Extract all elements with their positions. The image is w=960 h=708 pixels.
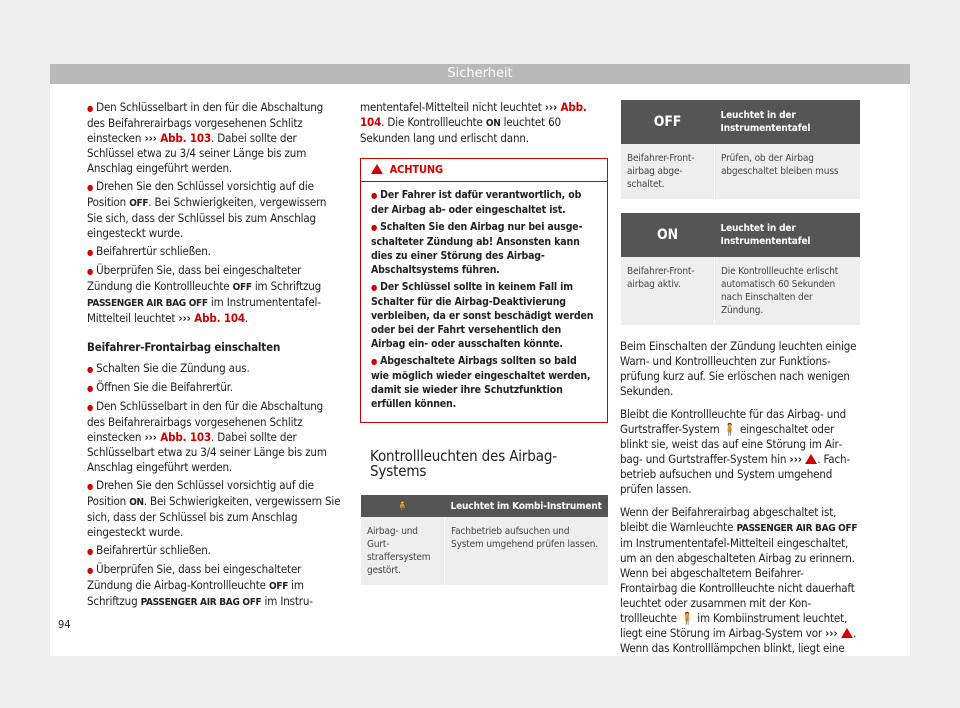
text: mententafel-Mittelteil nicht leuchtet [360,100,545,114]
text: Beifahrertür schließen. [96,244,211,258]
bullet-icon: ● [87,547,94,556]
list-item [87,179,343,241]
list-item [87,562,343,610]
text: . Bei Schwierigkeiten, vergewissern Sie sich, dass der Schlüssel bis zum Anschlag eingesteckt wurde. [87,494,341,539]
warning-item: ● Der Schlüssel sollte in keinem Fall im Schalter für die Airbag-Deaktivierung verbleiben, da er sonst beschädigt werden oder bei der Fahrt versehentlich den Airbag ein- oder ausschalten könnte. [371,281,594,350]
list-item [87,543,343,559]
warning-light-table [360,495,608,585]
bullet-icon: ● [87,384,94,393]
text: . Bei Schwierigkeiten, vergewissern Sie sich, dass der Schlüssel bis zum Anschlag eingesteckt wurde. [87,195,327,240]
list-item [87,478,343,540]
table-head: Leuchtet in der Instrumententafel [720,110,811,134]
text: . Dabei sollte der Schlüssel etwa zu 3/4 seiner Länge bis zum Anschlag eingeführt werden. [87,131,307,175]
list-item [87,244,343,260]
text: Schalten Sie die Zündung aus. [96,361,250,375]
warning-triangle-icon [841,628,853,638]
indicator-symbol: OFF [232,282,252,293]
text: leuchtet 60 Sekunden lang und erlischt dann. [360,115,561,145]
airbag-icon: 🧍 [396,500,409,512]
indicator-symbol: OFF [269,581,289,592]
bullet-icon: ● [87,248,94,257]
off-symbol: OFF [653,113,682,130]
bullet-icon: ● [87,104,94,113]
indicator-symbol: OFF [129,198,149,209]
text: Beifahrertür schließen. [96,543,211,557]
table-cell: Airbag- und Gurtstraffersystem gestört. [361,517,445,585]
list-item [87,380,343,396]
section-heading: Beifahrer-Frontairbag einschalten [87,340,281,354]
list-item: ● Den Schlüsselbart in den für die Abschaltung des Beifahrerairbags vorgesehenen Schlitz einstecken ››› Abb. 103. Dabei sollte der Schlüssel etwa zu 3/4 seiner Länge bis zum Anschlag eingeführt werden. [87,100,324,175]
column-1 [87,100,343,613]
figure-ref: Abb. 103 [160,131,211,145]
table-head: Leuchtet in der Instrumententafel [720,223,811,247]
figure-ref: Abb. 104 [360,100,587,129]
warning-body [361,182,607,422]
table-off [620,100,860,199]
text: Überprüfen Sie, dass bei eingeschalteter Zündung die Kontrollleuchte [87,263,302,293]
warning-item: ● Schalten Sie den Airbag nur bei ausgeschalteter Zündung ab! Ansonsten kann dies zu einer Störung des Airbag-Abschaltsystems führen. [371,221,583,276]
text: . [244,311,249,325]
text: . Die Kontrollleuchte [381,115,486,129]
indicator-symbol: PASSENGER AIR BAG OFF [140,597,262,608]
on-symbol: ON [657,226,678,243]
table-on [620,213,860,325]
bullet-icon: ● [87,183,94,192]
text: im Schriftzug [87,578,304,608]
section-title: Kontrollleuchten des Airbag-Systems [370,447,557,480]
bullet-icon: ● [87,403,94,412]
warning-item: ● Der Fahrer ist dafür verantwortlich, ob der Airbag ab- oder eingeschaltet ist. [371,189,582,216]
warning-box [360,158,608,423]
paragraph: Wenn der Beifahrerairbag abgeschaltet ist, bleibt die Warnleuchte PASSENGER AIR BAG OFF im Instrumententafel-Mittelteil eingeschaltet, um an den abgeschalteten Airbag zu erinnern. Wenn bei abgeschaltetem Beifahrer-Frontairbag die Kontrollleuchte nicht dauerhaft leuchtet oder zusammen mit der Kontrollleuchte 🧍 im Kombiinstrument leuchtet, liegt eine Störung im Airbag-System vor ››› . Wenn das Kontrolllämpchen blinkt, liegt eine [620,505,858,655]
indicator-symbol: PASSENGER AIR BAG OFF [87,298,208,309]
list-remove [87,100,343,326]
page-header: Sicherheit [50,64,910,84]
text: Drehen Sie den Schlüssel vorsichtig auf die Position [87,179,314,209]
column-2 [360,100,608,585]
list-item: ● Überprüfen Sie, dass bei eingeschalteter Zündung die Kontrollleuchte OFF im Schriftzug PASSENGER AIR BAG OFF im Instrumententafel-Mittelteil leuchtet ››› Abb. 104. [87,263,322,325]
bullet-icon: ● [87,267,94,276]
table-cell: Beifahrer-Frontairbag aktiv. [621,257,715,325]
text: Den Schlüsselbart in den für die Abschaltung des Beifahrerairbags vorgesehenen Schlitz einstecken [87,399,324,444]
table-cell: Beifahrer-Frontairbag abgeschaltet. [621,144,715,199]
bullet-icon: ● [87,482,94,491]
text: im Schriftzug [251,279,322,293]
table-cell: Fachbetrieb aufsuchen und System umgehend prüfen lassen. [445,517,609,585]
figure-ref: Abb. 103 [160,430,211,444]
indicator-symbol: ON [129,497,144,508]
text: im Instru- [261,594,313,608]
paragraph: Beim Einschalten der Zündung leuchten einige Warn- und Kontrollleuchten zur Funktionsprüfung kurz auf. Sie erlöschen nach wenigen Sekunden. [620,339,857,398]
table-cell: Prüfen, ob der Airbag abgeschaltet bleiben muss [715,144,861,199]
bullet-icon: ● [87,365,94,374]
text: . Dabei sollte der Schlüsselbart etwa zu 3/4 seiner Länge bis zum Anschlag eingeführt werden. [87,430,327,474]
bullet-icon: ● [87,566,94,575]
page-number: 94 [58,618,71,631]
figure-ref: Abb. 104 [194,311,245,325]
warning-item: ● Abgeschaltete Airbags sollten so bald wie möglich wieder eingeschaltet werden, damit sie wieder ihre Schutzfunktion erfüllen können. [371,355,591,410]
text: Öffnen Sie die Beifahrertür. [96,380,233,394]
table-cell: Die Kontrollleuchte erlischt automatisch 60 Sekunden nach Einschalten der Zündung. [715,257,861,325]
text: Den Schlüsselbart in den für die Abschaltung des Beifahrerairbags vorgesehenen Schlitz einstecken [87,100,324,145]
text: Überprüfen Sie, dass bei eingeschalteter Zündung die Airbag-Kontrollleuchte [87,562,302,592]
list-item [87,361,343,377]
column-3 [620,100,860,664]
indicator-symbol: ON [485,118,501,129]
warning-title: ACHTUNG [389,163,443,176]
paragraph: Bleibt die Kontrollleuchte für das Airbag- und Gurtstraffer-System 🧍 eingeschaltet oder blinkt sie, weist das auf eine Störung im Airbag- und Gurtstraffer-System hin ››› . Fachbetrieb aufsuchen und System umgehend prüfen lassen. [620,407,851,496]
paragraph-continuation: mententafel-Mittelteil nicht leuchtet ››› Abb. 104. Die Kontrollleuchte ON leuchtet 60 Sekunden lang und erlischt dann. [360,100,587,145]
text: Drehen Sie den Schlüssel vorsichtig auf die Position [87,478,314,508]
warning-triangle-icon [805,454,817,464]
warning-header [361,159,607,182]
list-item: ● Den Schlüsselbart in den für die Abschaltung des Beifahrerairbags vorgesehenen Schlitz einstecken ››› Abb. 103. Dabei sollte der Schlüsselbart etwa zu 3/4 seiner Länge bis zum Anschlag eingeführt werden. [87,399,327,474]
warning-triangle-icon [371,164,383,174]
table-head: Leuchtet im Kombi-Instrument [450,500,602,512]
list-enable [87,361,343,610]
text: im Instrumententafel-Mittelteil leuchtet [87,295,321,325]
